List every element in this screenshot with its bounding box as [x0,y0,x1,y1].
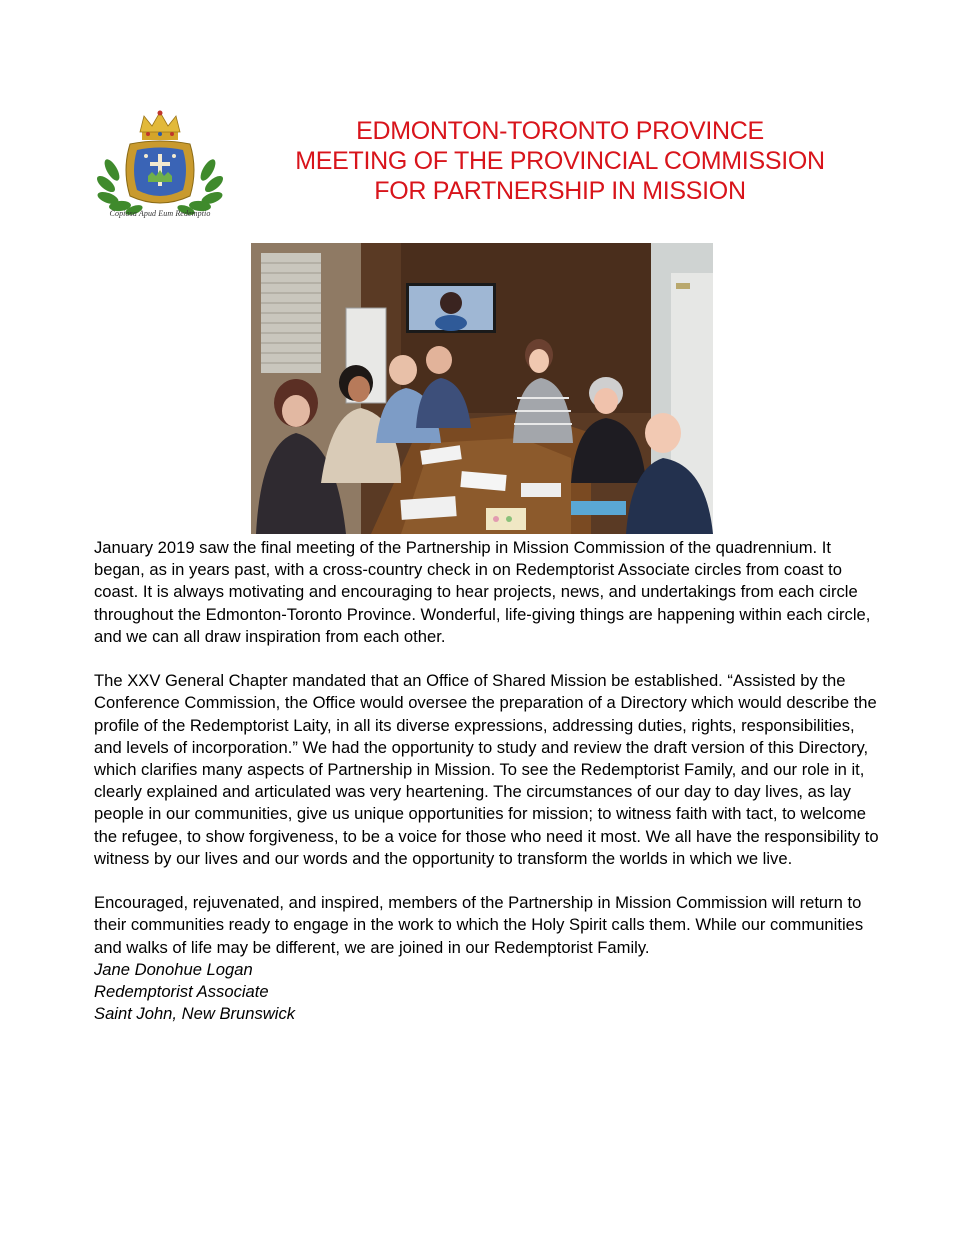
title-line-1: EDMONTON-TORONTO PROVINCE [356,117,764,145]
crest-motto: Copiosa Apud Eum Redemptio [109,209,211,218]
signature-name: Jane Donohue Logan [94,959,253,979]
article-body [94,537,884,1025]
title-line-3: FOR PARTNERSHIP IN MISSION [374,177,746,205]
signature-role: Redemptorist Associate [94,982,269,1002]
meeting-photo [251,243,713,534]
paragraph-2: The XXV General Chapter mandated that an Office of Shared Mission be established. “Assisted by the Conference Commission, the Office would oversee the preparation of a Directory which would describe the profile of the Redemptorist Laity, in all its diverse expressions, addressing duties, rights, responsibilities, and levels of incorporation.” We had the opportunity to study and review the draft version of this Directory, which clarifies many aspects of Partnership in Mission. To see the Redemptorist Family, and our role in it, clearly explained and articulated was very heartening. The circumstances of our day to day lives, as lay people in our communities, give us unique opportunities for mission; to witness faith with tact, to welcome the refugee, to show forgiveness, to be a voice for those who need it most. We all have the responsibility to witness by our lives and our words and the opportunity to transform the worlds in which we live. [94,671,879,868]
signature [94,959,884,1026]
signature-location: Saint John, New Brunswick [94,1004,296,1024]
paragraph-1: January 2019 saw the final meeting of the Partnership in Mission Commission of the quadrennium. It began, as in years past, with a cross-country check in on Redemptorist Associate circles from coast to coast. It is always motivating and encouraging to hear projects, news, and undertakings from each circle throughout the Edmonton-Toronto Province. Wonderful, life-giving things are happening within each circle, and we can all draw inspiration from each other. [94,538,871,646]
page-title [250,116,870,206]
title-line-2: MEETING OF THE PROVINCIAL COMMISSION [295,147,825,175]
paragraph-3: Encouraged, rejuvenated, and inspired, members of the Partnership in Mission Commission will return to their communities ready to engage in the work to which the Holy Spirit calls them. While our communities and walks of life may be different, we are joined in our Redemptorist Family. [94,893,864,957]
